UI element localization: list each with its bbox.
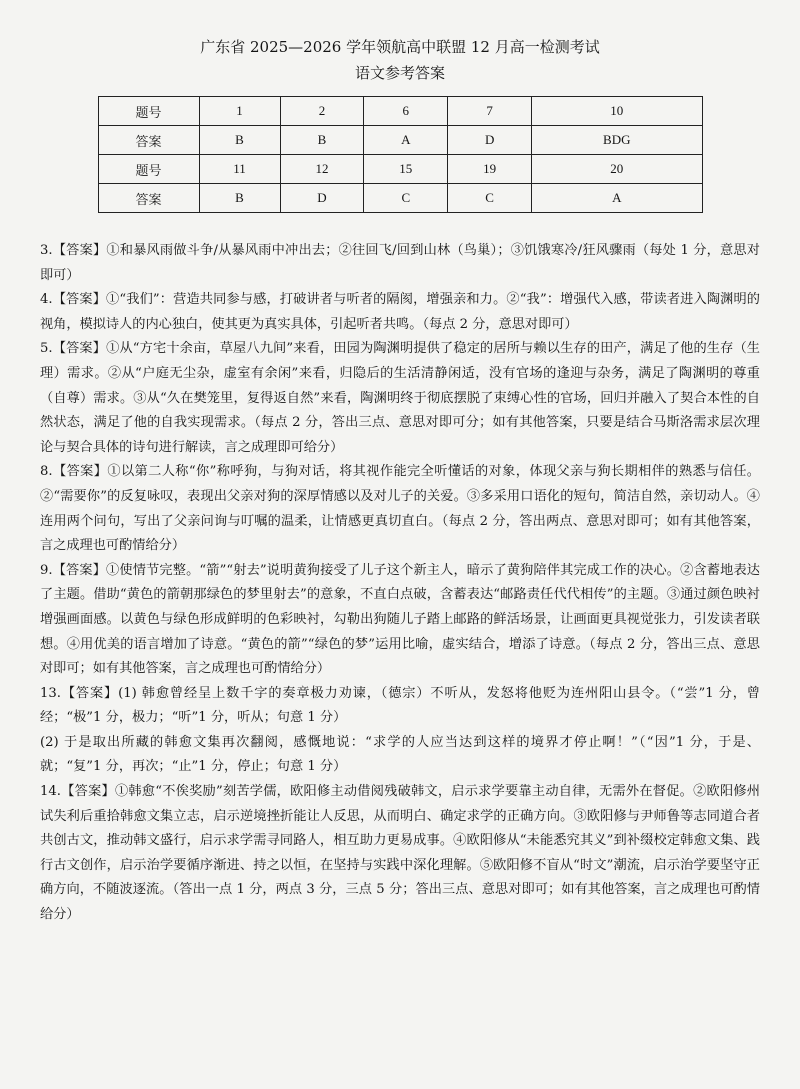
table-row xyxy=(98,126,702,155)
table-cell: D xyxy=(280,184,364,213)
table-row xyxy=(98,155,702,184)
table-cell: B xyxy=(199,184,280,213)
answer-explanations xyxy=(40,239,760,928)
table-row xyxy=(98,184,702,213)
table-cell: 20 xyxy=(532,155,702,184)
answer-table xyxy=(98,96,703,213)
table-cell: 19 xyxy=(448,155,532,184)
table-cell: A xyxy=(532,184,702,213)
table-cell: 11 xyxy=(199,155,280,184)
answer-item: 5.【答案】①从“方宅十余亩，草屋八九间”来看，田园为陶渊明提供了稳定的居所与赖以生存的田产，满足了他的生存（生理）需求。②从“户庭无尘杂，虚室有余闲”来看，归隐后的生活清静闲适，没有官场的逢迎与杂务，满足了陶渊明的尊重（自尊）需求。③从“久在樊笼里，复得返自然”来看，陶渊明终于彻底摆脱了束缚心性的官场，回归并融入了契合本性的自然状态，满足了他的自我实现需求。（每点 2 分，答出三点、意思对即可分；如有其他答案，只要是结合马斯洛需求层次理论与契合具体的诗句进行解读，言之成理即可给分） xyxy=(40,341,760,455)
table-cell: C xyxy=(448,184,532,213)
table-row xyxy=(98,97,702,126)
answer-item: 9.【答案】①使情节完整。“箭”“射去”说明黄狗接受了儿子这个新主人，暗示了黄狗陪伴其完成工作的决心。②含蓄地表达了主题。借助“黄色的箭朝那绿色的梦里射去”的意象，不直白点破，含蓄表达“邮路责任代代相传”的主题。③通过颜色映衬增强画面感。以黄色与绿色形成鲜明的色彩映衬，勾勒出狗随儿子踏上邮路的鲜活场景，让画面更具视觉张力，引发读者联想。④用优美的语言增加了诗意。“黄色的箭”“绿色的梦”运用比喻，虚实结合，增添了诗意。（每点 2 分，答出三点、意思对即可；如有其他答案，言之成理也可酌情给分） xyxy=(40,562,760,677)
page-subtitle: 语文参考答案 xyxy=(354,64,445,82)
answer-item: 4.【答案】①“我们”：营造共同参与感，打破讲者与听者的隔阂，增强亲和力。②“我”：增强代入感，带读者进入陶渊明的视角，模拟诗人的内心独白，使其更为真实具体，引起听者共鸣。（每点 2 分，意思对即可） xyxy=(40,292,760,332)
table-cell: B xyxy=(199,126,280,155)
answer-item: 13.【答案】(1) 韩愈曾经呈上数千字的奏章极力劝谏，（德宗）不听从，发怒将他贬为连州阳山县令。（“尝”1 分，曾经；“极”1 分，极力；“听”1 分，听从；句意 1 分） xyxy=(40,685,760,726)
table-cell: 15 xyxy=(364,155,448,184)
page-title: 广东省 2025—2026 学年领航高中联盟 12 月高一检测考试 xyxy=(200,38,600,56)
table-cell: 7 xyxy=(448,97,532,126)
table-cell: 题号 xyxy=(98,155,199,184)
answer-item: 8.【答案】①以第二人称“你”称呼狗，与狗对话，将其视作能完全听懂话的对象，体现父亲与狗长期相伴的熟悉与信任。②“需要你”的反复咏叹，表现出父亲对狗的深厚情感以及对儿子的关爱。③多采用口语化的短句，简洁自然，亲切动人。④连用两个问句，写出了父亲问询与叮嘱的温柔，让情感更真切直白。（每点 2 分，答出两点、意思对即可；如有其他答案，言之成理也可酌情给分） xyxy=(40,464,760,554)
answer-item: (2) 于是取出所藏的韩愈文集再次翻阅，感慨地说：“求学的人应当达到这样的境界才停止啊！”（“因”1 分，于是、就；“复”1 分，再次；“止”1 分，停止；句意 1 分） xyxy=(40,734,760,775)
table-cell: D xyxy=(448,126,532,155)
table-cell: 题号 xyxy=(98,97,199,126)
answer-item: 3.【答案】①和暴风雨做斗争/从暴风雨中冲出去；②往回飞/回到山林（鸟巢）；③饥饿寒冷/狂风骤雨（每处 1 分，意思对即可） xyxy=(40,243,760,283)
table-cell: A xyxy=(364,126,448,155)
table-cell: 答案 xyxy=(98,184,199,213)
table-cell: 10 xyxy=(532,97,702,126)
table-cell: 2 xyxy=(280,97,364,126)
table-cell: C xyxy=(364,184,448,213)
table-cell: 1 xyxy=(199,97,280,126)
table-cell: B xyxy=(280,126,364,155)
table-cell: 6 xyxy=(364,97,448,126)
table-cell: BDG xyxy=(532,126,702,155)
answer-item: 14.【答案】①韩愈“不俟奖励”刻苦学儒，欧阳修主动借阅残破韩文，启示求学要靠主动自律，无需外在督促。②欧阳修州试失利后重拾韩愈文集立志，启示逆境挫折能让人反思，从而明白、确定求学的正确方向。③欧阳修与尹师鲁等志同道合者共创古文，推动韩文盛行，启示求学需寻同路人，相互助力更易成事。④欧阳修从“未能悉究其义”到补缀校定韩愈文集、践行古文创作，启示治学要循序渐进、持之以恒，在坚持与实践中深化理解。⑤欧阳修不盲从“时文”潮流，启示治学要坚守正确方向，不随波逐流。（答出一点 1 分，两点 3 分，三点 5 分；答出三点、意思对即可；如有其他答案，言之成理也可酌情给分） xyxy=(40,784,760,923)
table-cell: 12 xyxy=(280,155,364,184)
table-cell: 答案 xyxy=(98,126,199,155)
